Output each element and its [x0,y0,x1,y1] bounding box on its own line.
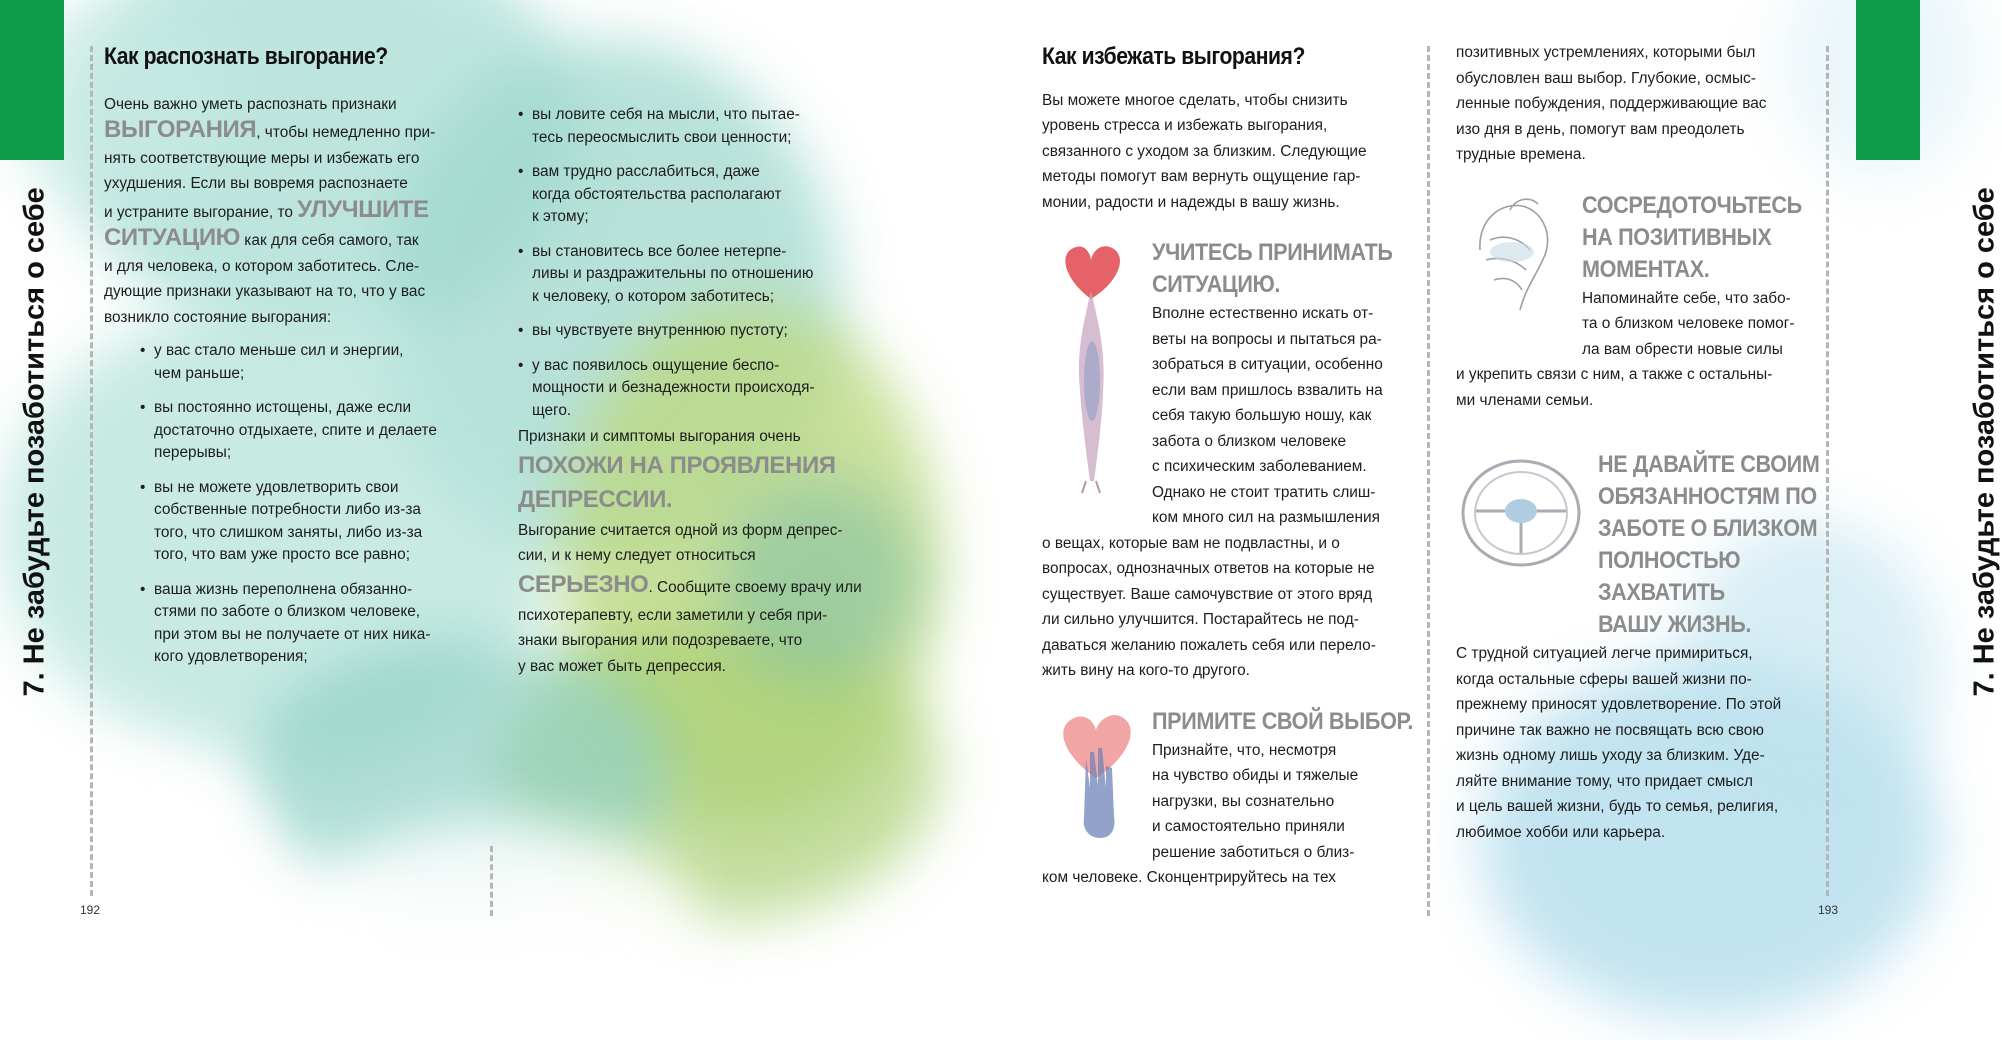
right-column-1 [1042,44,1412,891]
section-body [1152,301,1412,531]
highlight: СИТУАЦИЮ [104,224,241,251]
text-line: жизнь одному лишь уходу за близким. Уде- [1456,747,1765,764]
text-line: прежнему приносят удовлетворение. По этой [1456,696,1782,713]
symptom-list-continued [518,104,858,422]
highlight: ПОХОЖИ НА ПРОЯВЛЕНИЯ [518,451,836,479]
section-focus-positive [1456,190,1826,414]
list-item [518,355,858,423]
list-item-line: мощности и безнадежности происходя- [532,379,815,396]
text-line: и укрепить связи с ним, а также с остальны- [1456,366,1773,383]
text-line: ми членами семьи. [1456,391,1594,409]
list-item-line: • вам трудно расслабиться, даже [532,163,760,180]
text-line: связанного с уходом за близким. Следующие [1042,142,1367,160]
list-item [518,161,858,229]
text-line: вопросах, однозначных ответов на которые не [1042,560,1375,577]
highlight: ВЫГОРАНИЯ [104,116,257,143]
text-line: веты на вопросы и пытаться ра- [1152,330,1382,348]
section-title: ОБЯЗАННОСТЯМ ПО [1598,483,1817,510]
text-line: причине так важно не посвящать всю свою [1456,721,1764,739]
list-item-line: кого удовлетворения; [154,648,308,665]
symptom-list [140,340,460,669]
chapter-tab [1856,0,1920,160]
highlight: УЛУЧШИТЕ [297,195,429,223]
list-item-line: достаточно отдыхаете, спите и делаете [154,421,437,439]
page-heading: Как избежать выгорания? [1042,43,1305,70]
text-line: С трудной ситуацией легче примириться, [1456,645,1753,662]
text-line: Напоминайте себе, что забо- [1582,289,1791,307]
text: как для себя самого, так [240,232,419,249]
text-line: себя такую большую ношу, как [1152,407,1372,424]
heart-hand-illustration [1046,708,1146,848]
text-line: когда остальные сферы вашей жизни по- [1456,670,1752,688]
text-line: ленные побуждения, поддерживающие вас [1456,95,1767,112]
list-item-line: • у вас стало меньше сил и энергии, [154,342,404,359]
left-column-2 [518,104,888,679]
page-number: 192 [80,903,101,917]
right-column-2 [1456,40,1826,845]
text-line: и самостоятельно приняли [1152,818,1345,835]
column-divider [1826,46,1829,896]
list-item-line: ливы и раздражительны по отношению [532,265,814,282]
text-line: с психическим заболеванием. [1152,458,1367,475]
list-item [140,579,460,669]
text: Признаки и симптомы выгорания очень [518,428,801,445]
list-item-line: • вы чувствуете внутреннюю пустоту; [532,322,788,339]
text-line: и цель вашей жизни, будь то семья, религия, [1456,798,1779,815]
text: . [1407,707,1413,735]
text-line: забота о близком человеке [1152,432,1347,450]
text-line: на чувство обиды и тяжелые [1152,767,1359,784]
steering-wheel-illustration [1456,453,1586,573]
list-item-line: • вы становитесь все более нетерпе- [532,242,787,260]
left-page [0,0,960,960]
text-line: ком много сил на размышления [1152,509,1380,526]
text: . [1274,271,1281,298]
text: дующие признаки указывают на то, что у вас [104,283,426,300]
text-line: уровень стресса и избежать выгорания, [1042,117,1328,134]
section-title: НЕ ДАВАЙТЕ СВОИМ [1598,451,1820,478]
list-item [140,340,460,385]
text-line: трудные времена. [1456,146,1586,163]
text: возникло состояние выгорания: [104,308,332,326]
text: , чтобы немедленно при- [256,124,436,141]
text: знаки выгорания или подозреваете, что [518,632,803,649]
continued-paragraph [1456,40,1826,168]
closing-paragraph [518,424,888,679]
section-body [1456,641,1826,845]
text: сии, и к нему следует относиться [518,547,756,564]
text-line: Однако не стоит тратить слиш- [1152,483,1376,501]
text-line: методы помогут вам вернуть ощущение гар- [1042,168,1361,185]
section-body [1152,738,1412,866]
text: . [1745,611,1752,638]
intro-paragraph [1042,88,1412,216]
text-line: любимое хобби или карьера. [1456,823,1666,841]
text-line: ком человеке. Сконцентрируйтесь на тех [1042,869,1336,886]
section-body [1042,865,1412,891]
chapter-tab [0,0,64,160]
list-item-line: • у вас появилось ощущение беспо- [532,356,780,374]
chapter-spine-title: 7. Не забудьте позаботиться о себе [18,187,51,697]
list-item [140,477,460,567]
text-line: жить вину на кого-то другого. [1042,662,1250,679]
right-page [960,0,2001,960]
list-item [518,241,858,309]
text-line: позитивных устремлениях, которыми был [1456,44,1756,61]
section-do-not-let-duties-consume [1456,449,1826,845]
highlight: ДЕПРЕССИИ. [518,485,673,513]
intro-paragraph [104,92,474,331]
text-line: ляйте внимание тому, что придает смысл [1456,772,1754,790]
list-item-line: • вы ловите себя на мысли, что пытае- [532,106,800,123]
section-title: ПОЛНОСТЬЮ [1598,547,1741,574]
section-accept-situation [1042,237,1412,684]
list-item [518,104,858,149]
section-title: НА ПОЗИТИВНЫХ [1582,223,1772,251]
column-divider [490,846,493,916]
text: . Сообщите своему врачу или [648,578,862,596]
highlight: СЕРЬЕЗНО [518,570,649,598]
list-item-line: • вы не можете удовлетворить свои [154,478,399,496]
section-title: ЗАХВАТИТЬ [1598,579,1725,606]
list-item-line: собственные потребности либо из-за [154,501,421,518]
text-line: решение заботиться о близ- [1152,843,1355,861]
text-line: ла вам обрести новые силы [1582,340,1783,358]
list-item [140,397,460,465]
list-item-line: • вы постоянно истощены, даже если [154,399,412,416]
heart-figure-illustration [1046,241,1136,501]
section-accept-choice [1042,706,1412,891]
text: и для человека, о котором заботитесь. Сле- [104,257,420,275]
text: Выгорание считается одной из форм депрес- [518,521,843,539]
text-line: если вам пришлось взвалить на [1152,381,1383,399]
list-item [518,320,858,343]
text-line: о вещах, которые вам не подвластны, и о [1042,534,1340,552]
section-title: ЗАБОТЕ О БЛИЗКОМ [1598,515,1818,542]
list-item-line: того, что слишком заняты, либо из-за [154,523,423,541]
list-item-line: к этому; [532,208,589,225]
text-line: даваться желанию пожалеть себя или перело- [1042,636,1376,654]
text-line: ли сильно улучшится. Постарайтесь не под- [1042,611,1359,628]
page-number: 193 [1818,903,1839,917]
section-body [1456,362,1826,413]
section-title: УЧИТЕСЬ ПРИНИМАТЬ [1152,239,1393,266]
text-line: Признайте, что, несмотря [1152,741,1337,759]
section-title: МОМЕНТАХ [1582,255,1704,283]
list-item-line: когда обстоятельства располагают [532,185,782,203]
section-body [1042,531,1412,684]
column-divider [90,46,93,896]
text: Очень важно уметь распознать признаки [104,95,397,113]
text-line: нагрузки, вы сознательно [1152,792,1335,810]
list-item-line: при этом вы не получаете от них ника- [154,625,431,643]
list-item-line: чем раньше; [154,364,245,382]
holding-hands-illustration [1460,190,1570,330]
section-title: СОСРЕДОТОЧЬТЕСЬ [1582,191,1802,219]
list-item-line: щего. [532,401,572,419]
text-line: обусловлен ваш выбор. Глубокие, осмыс- [1456,69,1756,87]
text: нять соответствующие меры и избежать его [104,149,420,167]
text: у вас может быть депрессия. [518,657,726,675]
column-divider [1427,46,1430,916]
section-title: ВАШУ ЖИЗНЬ [1598,611,1746,638]
list-item-line: стями по заботе о близком человеке, [154,603,421,620]
list-item-line: перерывы; [154,444,232,461]
text-line: Вы можете многое сделать, чтобы снизить [1042,91,1348,109]
left-column-1 [104,44,474,681]
list-item-line: тесь переосмыслить свои ценности; [532,128,792,146]
text-line: существует. Ваше самочувствие от этого вряд [1042,585,1373,603]
text: . [1703,255,1710,283]
section-title: СИТУАЦИЮ [1152,271,1275,298]
text: и устраните выгорание, то [104,203,298,221]
page-heading: Как распознать выгорание? [104,43,388,70]
chapter-spine-title: 7. Не забудьте позаботиться о себе [1968,187,2001,697]
text-line: та о близком человеке помог- [1582,315,1795,332]
section-title: ПРИМИТЕ СВОЙ ВЫБОР [1152,707,1408,735]
list-item-line: к человеку, о котором заботитесь; [532,287,775,305]
text-line: зобраться в ситуации, особенно [1152,356,1383,373]
text-line: изо дня в день, помогут вам преодолеть [1456,120,1745,138]
text: психотерапевту, если заметили у себя при- [518,606,828,624]
list-item-line: • ваша жизнь переполнена обязанно- [154,580,413,598]
text-line: Вполне естественно искать от- [1152,305,1374,322]
text-line: монии, радости и надежды в вашу жизнь. [1042,193,1340,211]
text: ухудшения. Если вы вовремя распознаете [104,175,408,192]
list-item-line: того, что вам уже просто все равно; [154,546,410,563]
